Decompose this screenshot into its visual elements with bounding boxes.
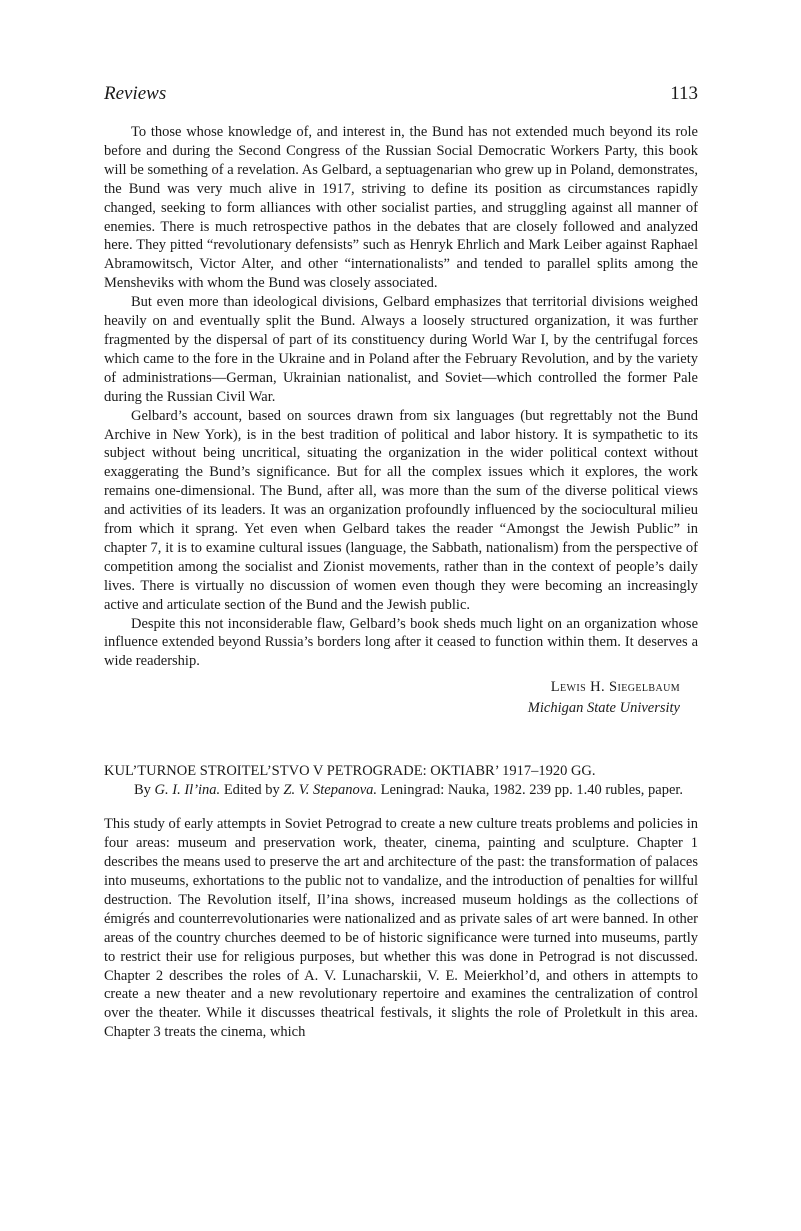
review-paragraph: But even more than ideological divisions, Gelbard emphasizes that territorial divisions weighed heavily on and eventually split the Bund. Always a loosely structured organization, it was further fragmented by the dispersal of part of its constituency during World War I, by the centrifugal forces which came to the fore in the Ukraine and in Poland after the February Revolution, and by the variety of administrations—German, Ukrainian nationalist, and Soviet—which controlled the former Pale during the Russian Civil War.: [104, 294, 698, 405]
review-paragraph: This study of early attempts in Soviet Petrograd to create a new culture treats problems and policies in four areas: museum and preservation work, theater, cinema, painting and sculpture. Chapter 1 describes the means used to preserve the art and architecture of the past: the transformation of palaces into museums, exhortations to the public not to vandalize, and the introduction of penalties for willful destruction. The Revolution itself, Il’ina shows, increased museum holdings as the collections of émigrés and counterrevolutionaries were nationalized and as private sales of art were banned. In other areas of the country churches deemed to be of historic significance were turned into museums, partly to restrict their use for religious purposes, but whether this was done in Petrograd is not discussed. Chapter 2 describes the roles of A. V. Lunacharskii, V. E. Meierkhol’d, and others in attempts to create a new theater and a new revolutionary repertoire and examines the centralization of control over the theater. While it discusses theatrical festivals, it slights the role of Proletkult in this area. Chapter 3 treats the cinema, which: [104, 816, 698, 1041]
edited-by-label: Edited by: [223, 782, 280, 799]
review-paragraph: To those whose knowledge of, and interest in, the Bund has not extended much beyond its role before and during the Second Congress of the Russian Social Democratic Workers Party, this book will be something of a revelation. As Gelbard, a septuagenarian who grew up in Poland, demonstrates, the Bund was very much alive in 1917, striving to define its position as circumstances rapidly changed, seeking to form alliances with other socialist parties, and struggling against all manner of enemies. There is much retrospective pathos in the debates that are closely followed and analyzed here. They pitted “revolutionary defensists” such as Henryk Ehrlich and Mark Leiber against Raphael Abramowitsch, Victor Alter, and other “internationalists” and tended to parallel splits among the Mensheviks with whom the Bund was closely associated.: [104, 124, 698, 292]
reviewer-signature: [104, 677, 698, 719]
book-editor: Z. V. Stepanova.: [283, 782, 377, 799]
by-label: By: [134, 782, 151, 799]
book-author: G. I. Il’ina.: [154, 782, 221, 799]
book-details: [104, 781, 698, 800]
review-ilina: [104, 815, 698, 1042]
reviewer-affiliation: Michigan State University: [527, 700, 680, 717]
journal-page: [104, 80, 698, 1042]
section-title: Reviews: [104, 83, 167, 104]
page-number: 113: [670, 83, 698, 104]
book-citation: [104, 762, 698, 800]
reviewer-name: Lewis H. Siegelbaum: [550, 679, 680, 696]
book-title: KUL’TURNOE STROITEL’STVO V PETROGRADE: OKTIABR’ 1917–1920 GG.: [104, 763, 596, 780]
review-paragraph: Gelbard’s account, based on sources drawn from six languages (but regrettably not the Bund Archive in New York), is in the best tradition of political and labor history. It is sympathetic to its subject without being uncritical, situating the organization in the wider political context without exaggerating the Bund’s significance. But for all the complex issues which it explores, the work remains one-dimensional. The Bund, after all, was more than the sum of the diverse political views and activities of its leaders. It was an organization profoundly influenced by the sociocultural milieu from which it sprang. Yet even when Gelbard takes the reader “Amongst the Jewish Public” in chapter 7, it is to examine cultural issues (language, the Sabbath, nationalism) from the perspective of competition among the socialist and Zionist movements, rather than in the context of people’s daily lives. There is virtually no discussion of women even though they were becoming an increasingly active and articulate section of the Bund and the Jewish public.: [104, 407, 698, 613]
review-paragraph: Despite this not inconsiderable flaw, Gelbard’s book sheds much light on an organization whose influence extended beyond Russia’s borders long after it ceased to function within them. It deserves a wide readership.: [104, 615, 698, 670]
review-gelbard: [104, 123, 698, 719]
publication-info: Leningrad: Nauka, 1982. 239 pp. 1.40 rubles, paper.: [380, 782, 684, 799]
running-head: [104, 80, 698, 108]
